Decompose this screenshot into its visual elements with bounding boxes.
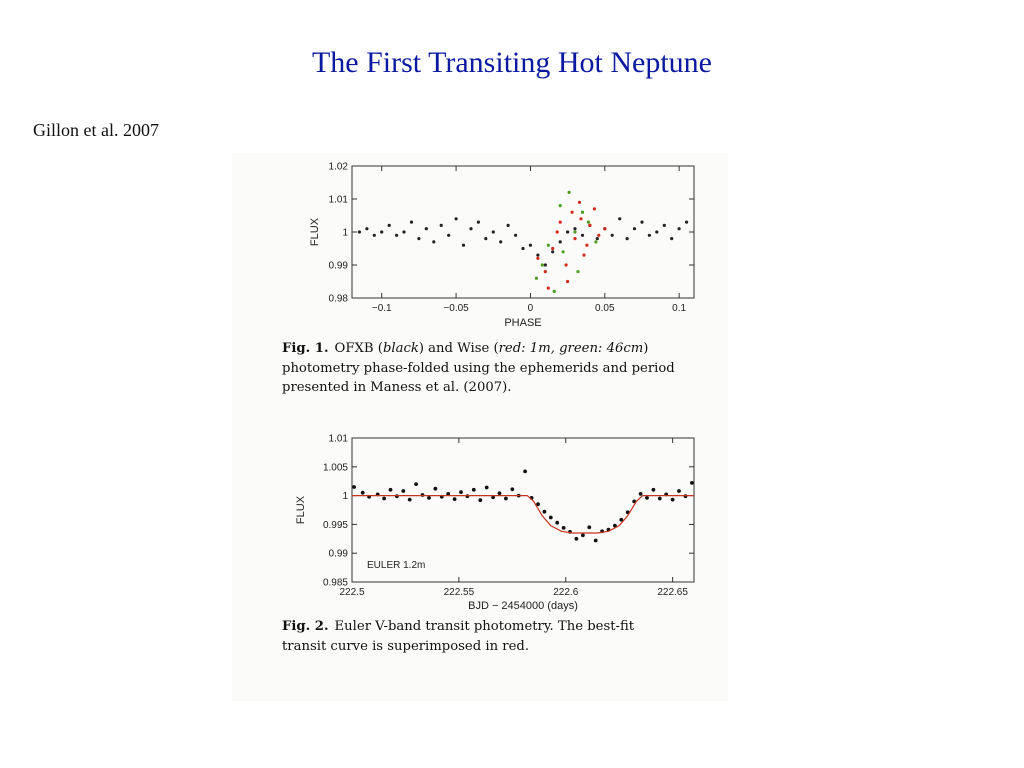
fig1-point [582,254,585,257]
fig1-point [596,237,599,240]
fig1-point [633,227,636,230]
fig1-point [571,211,574,214]
fig2-caption [282,617,722,656]
fig2-point [427,496,431,500]
fig2-point [352,485,356,489]
fig1-point [447,234,450,237]
fig1-point [373,234,376,237]
fig1-point [585,244,588,247]
fig1-caption-text: ) [643,341,649,356]
fig1-point [626,237,629,240]
fig1-caption-colors: red: 1m, green: 46cm [498,341,644,356]
fig2-xtick-label: 222.6 [553,587,579,598]
fig2-point [575,537,579,541]
fig1-ylabel: FLUX [309,217,321,247]
fig1-point [514,234,517,237]
fig1-point [593,207,596,210]
fig1-point [551,247,554,250]
fig1-caption-line3: presented in Maness et al. (2007). [282,380,512,395]
fig2-annotation: EULER 1.2m [367,560,426,571]
fig1-point [417,237,420,240]
fig1-point [559,204,562,207]
fig1-point [425,227,428,230]
fig2-fit-line [352,496,694,533]
fig1-point [462,244,465,247]
fig1-point [541,263,544,266]
fig2-point [459,490,463,494]
fig1-xlabel: PHASE [504,317,542,329]
fig1-point [521,247,524,250]
fig1-point [576,270,579,273]
fig2-ytick-label: 0.985 [322,577,348,589]
fig1-point [565,263,568,266]
fig1-point [678,227,681,230]
fig2-xtick-label: 222.65 [657,587,688,598]
fig1-xtick-label: −0.1 [371,303,392,314]
fig1-point [588,224,591,227]
fig1-point [685,221,688,224]
fig1-point [559,221,562,224]
fig1-point [547,244,550,247]
fig1-point [365,227,368,230]
fig2-chart [295,434,694,613]
fig2-point [581,533,585,537]
fig1-point [535,277,538,280]
fig2-point [562,526,566,530]
fig1-point [581,211,584,214]
fig1-point [547,287,550,290]
fig1-point [670,237,673,240]
fig1-point [618,217,621,220]
fig1-xtick-label: 0.05 [595,303,615,314]
fig2-point [401,489,405,493]
fig1-ytick-label: 1.02 [328,161,348,173]
fig2-point [504,497,508,501]
fig1-point [581,234,584,237]
fig2-point [389,488,393,492]
fig2-ytick-label: 1.005 [322,462,348,474]
fig2-point [671,498,675,502]
fig2-caption-text: Euler V-band transit photometry. The best-fit [334,619,635,634]
fig1-chart [309,162,694,330]
fig2-point [498,491,502,495]
fig1-point [455,217,458,220]
fig1-point [380,230,383,233]
fig1-ytick-label: 0.98 [328,293,348,305]
fig1-point [573,237,576,240]
fig2-point [361,491,365,495]
fig1-label: Fig. 1. [282,341,329,356]
fig1-point [559,240,562,243]
fig1-point [395,234,398,237]
fig2-point [555,521,559,525]
fig2-ylabel: FLUX [295,495,307,525]
fig1-point [578,201,581,204]
fig1-point [544,263,547,266]
fig1-point [566,280,569,283]
fig1-ytick-label: 1 [342,227,348,239]
fig2-ytick-label: 1 [342,491,348,503]
fig1-point [402,230,405,233]
fig1-point [579,217,582,220]
fig1-caption-black: black [382,341,419,356]
fig1-point [544,270,547,273]
fig1-caption-line2: photometry phase-folded using the ephemerids and period [282,360,675,376]
fig1-point [551,250,554,253]
fig1-point [594,240,597,243]
fig1-point [597,234,600,237]
fig1-point [562,250,565,253]
fig2-point [690,481,694,485]
fig2-point [472,488,476,492]
fig2-point [382,497,386,501]
fig2-point [543,510,547,514]
fig1-point [529,244,532,247]
fig1-xtick-label: 0.1 [672,303,687,314]
fig2-point [453,497,457,501]
fig1-point [640,221,643,224]
fig1-point [536,254,539,257]
fig1-point [648,234,651,237]
fig1-point [492,230,495,233]
fig1-point [477,221,480,224]
fig2-point [639,492,643,496]
fig2-point [408,498,412,502]
fig2-label: Fig. 2. [282,619,329,634]
fig1-point [553,290,556,293]
fig1-point [655,230,658,233]
fig1-point [440,224,443,227]
fig1-point [663,224,666,227]
slide-title: The First Transiting Hot Neptune [311,46,712,79]
fig1-point [432,240,435,243]
fig1-point [499,240,502,243]
fig1-point [573,227,576,230]
fig1-point [469,227,472,230]
fig1-point [566,230,569,233]
fig1-point [603,227,606,230]
fig2-point [523,470,527,474]
fig1-ytick-label: 1.01 [328,194,348,206]
fig1-point [507,224,510,227]
fig1-point [410,221,413,224]
fig2-xtick-label: 222.55 [443,587,475,598]
fig1-point [568,191,571,194]
fig1-caption [282,339,722,398]
fig2-point [510,487,514,491]
fig2-point [414,482,418,486]
fig1-point [587,221,590,224]
fig2-caption-line2: transit curve is superimposed in red. [282,638,530,654]
fig1-point [556,230,559,233]
fig2-point [658,497,662,501]
fig1-point [536,257,539,260]
fig2-point [434,487,438,491]
fig1-point [611,234,614,237]
fig2-point [587,525,591,529]
figure-scan [232,153,728,701]
fig2-point [478,498,482,502]
fig2-ytick-label: 0.99 [328,548,348,560]
fig1-point [573,230,576,233]
fig2-point [594,539,598,543]
fig1-point [358,230,361,233]
fig1-ytick-label: 0.99 [328,260,348,272]
fig2-xtick-label: 222.5 [339,587,365,598]
fig2-point [485,486,489,490]
fig1-point [484,237,487,240]
fig1-xtick-label: 0 [527,303,534,314]
fig1-caption-line1 [282,339,722,359]
fig2-point [645,496,649,500]
citation: Gillon et al. 2007 [33,120,159,140]
fig2-xlabel: BJD − 2454000 (days) [468,600,578,612]
fig2-point [677,489,681,493]
fig1-point [388,224,391,227]
fig2-caption-line1 [282,617,722,637]
fig1-caption-text: ) and Wise ( [418,341,499,356]
fig2-point [549,516,553,520]
fig2-ytick-label: 1.01 [328,433,348,445]
fig1-xtick-label: −0.05 [443,303,469,314]
fig2-ytick-label: 0.995 [322,519,348,531]
fig2-point [652,488,656,492]
fig1-caption-text: OFXB ( [334,341,383,356]
